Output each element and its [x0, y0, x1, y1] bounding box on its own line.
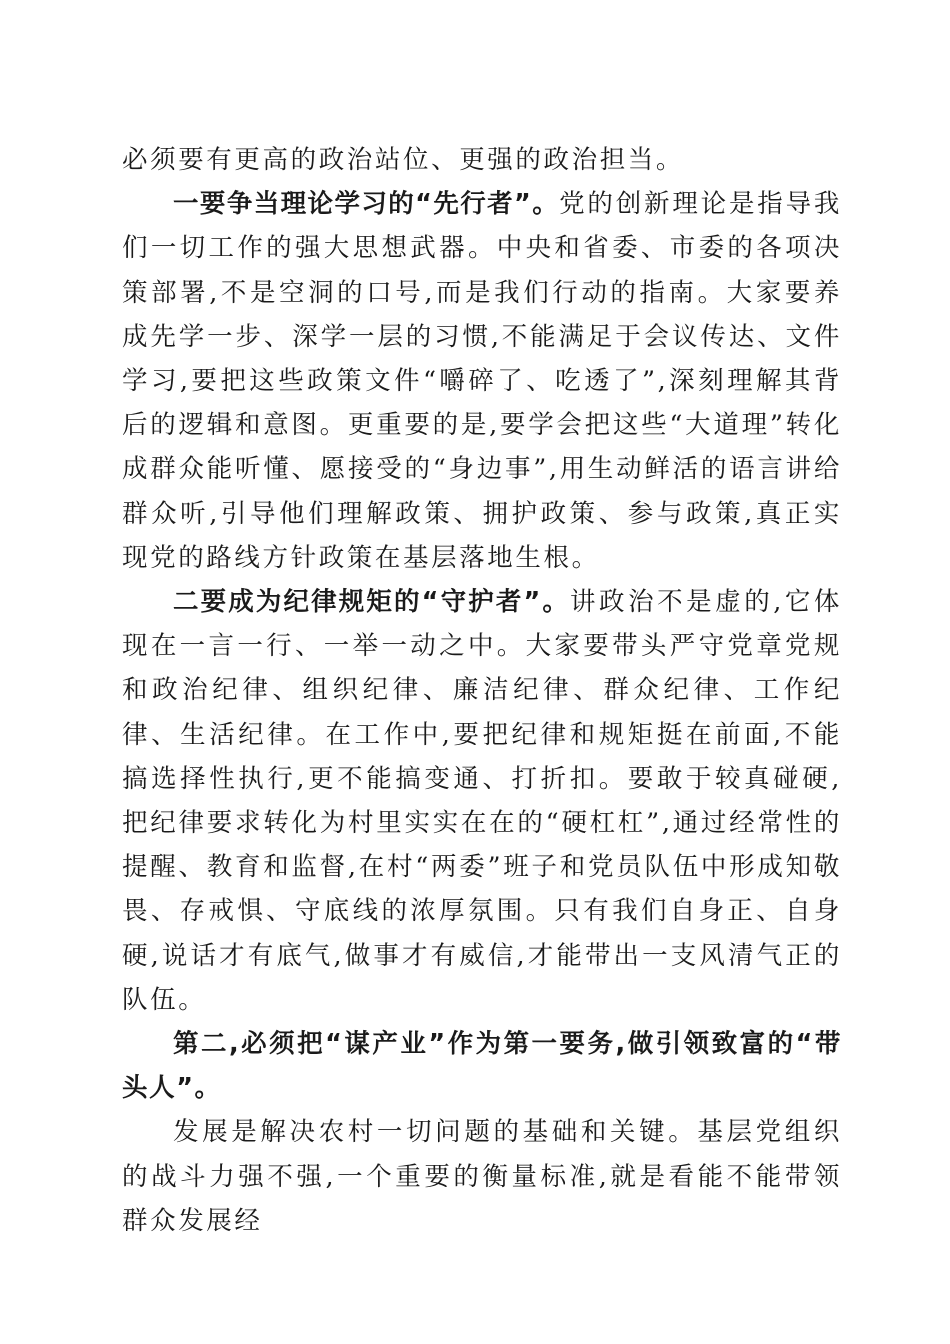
paragraph-discipline	[122, 580, 842, 1022]
paragraph-theory-study	[122, 182, 842, 580]
paragraph-body-discipline: 讲政治不是虚的,它体现在一言一行、一举一动之中。大家要带头严守党章党规和政治纪律、组织纪律、廉洁纪律、群众纪律、工作纪律、生活纪律。在工作中,要把纪律和规矩挺在前面,不能搞选择性执行,更不能搞变通、打折扣。要敢于较真碰硬,把纪律要求转化为村里实实在在的“硬杠杠”,通过经常性的提醒、教育和监督,在村“两委”班子和党员队伍中形成知敬畏、存戒惧、守底线的浓厚氛围。只有我们自身正、自身硬,说话才有底气,做事才有威信,才能带出一支风清气正的队伍。	[122, 587, 842, 1015]
paragraph-lead-discipline: 二要成为纪律规矩的“守护者”。	[173, 587, 570, 618]
paragraph-lead-theory-study: 一要争当理论学习的“先行者”。	[173, 189, 560, 220]
section-heading-industry: 第二,必须把“谋产业”作为第一要务,做引领致富的“带头人”。	[122, 1029, 842, 1104]
paragraph-continuation: 必须要有更高的政治站位、更强的政治担当。	[122, 145, 685, 175]
document-page	[122, 138, 842, 1243]
paragraph-development: 发展是解决农村一切问题的基础和关键。基层党组织的战斗力强不强,一个重要的衡量标准,就是看能不能带领群众发展经	[122, 1117, 842, 1236]
paragraph-body-theory-study: 党的创新理论是指导我们一切工作的强大思想武器。中央和省委、市委的各项决策部署,不是空洞的口号,而是我们行动的指南。大家要养成先学一步、深学一层的习惯,不能满足于会议传达、文件学习,要把这些政策文件“嚼碎了、吃透了”,深刻理解其背后的逻辑和意图。更重要的是,要学会把这些“大道理”转化成群众能听懂、愿接受的“身边事”,用生动鲜活的语言讲给群众听,引导他们理解政策、拥护政策、参与政策,真正实现党的路线方针政策在基层落地生根。	[122, 189, 842, 573]
